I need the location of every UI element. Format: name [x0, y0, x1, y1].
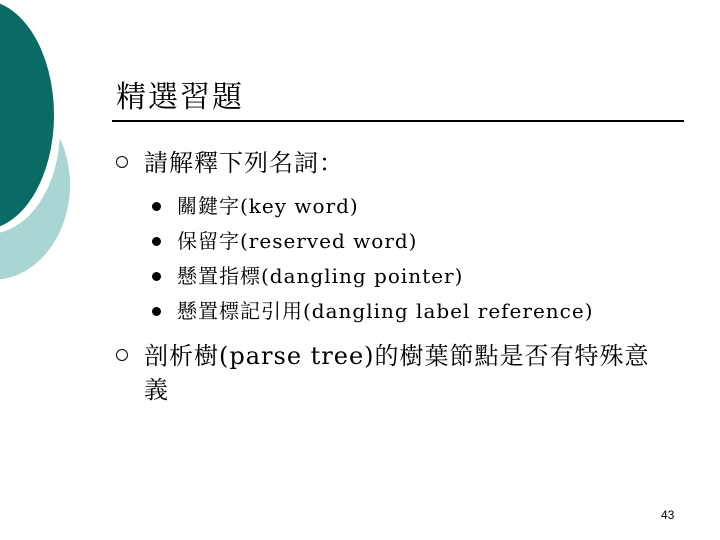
filled-dot-bullet-icon	[152, 202, 161, 211]
bullet-item	[116, 339, 656, 407]
bullet-text: 請解釋下列名詞：	[144, 149, 344, 177]
slide-title: 精選習題	[116, 80, 244, 115]
filled-dot-bullet-icon	[152, 272, 161, 281]
hollow-circle-bullet-icon	[116, 156, 128, 168]
bullet-text: 剖析樹(parse tree)的樹葉節點是否有特殊意義	[144, 342, 650, 404]
page-number: 43	[661, 508, 675, 522]
hollow-circle-bullet-icon	[116, 349, 128, 361]
filled-dot-bullet-icon	[152, 307, 161, 316]
sub-bullet-text: 保留字(reserved word)	[177, 229, 418, 253]
sub-bullet-text: 懸置指標(dangling pointer)	[177, 264, 464, 288]
sub-bullet-item	[152, 298, 594, 324]
sub-bullet-text: 懸置標記引用(dangling label reference)	[177, 299, 594, 323]
sub-bullet-item	[152, 193, 359, 219]
title-divider	[112, 120, 684, 122]
sub-bullet-item	[152, 228, 417, 254]
sub-bullet-item	[152, 263, 463, 289]
decorative-circles	[0, 0, 120, 300]
bullet-item	[116, 146, 344, 180]
sub-bullet-text: 關鍵字(key word)	[177, 194, 359, 218]
filled-dot-bullet-icon	[152, 237, 161, 246]
